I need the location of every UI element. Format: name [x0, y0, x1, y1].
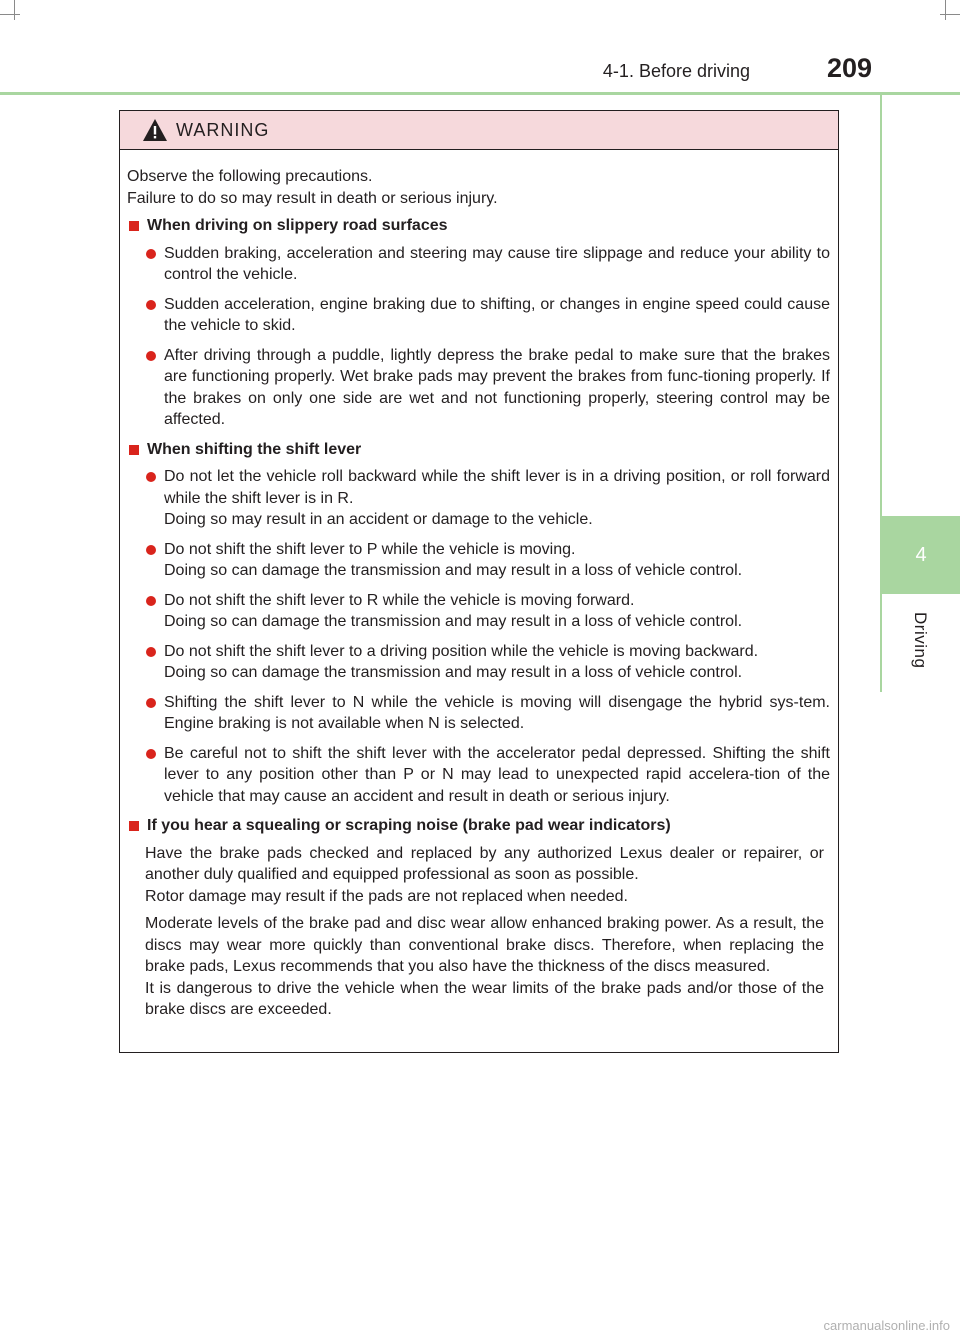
- warning-intro: [127, 166, 830, 209]
- list-item-text: Do not let the vehicle roll backward while the shift lever is in a driving position, or roll forward while the shift lever is in R.: [164, 468, 830, 507]
- warning-box: [119, 110, 839, 1053]
- side-rule: [880, 92, 882, 692]
- list-item-text: Doing so may result in an accident or damage to the vehicle.: [164, 511, 593, 528]
- section-heading-text: When driving on slippery road surfaces: [147, 217, 448, 234]
- list-item: [143, 243, 830, 286]
- round-bullet-icon: [146, 749, 156, 759]
- square-bullet-icon: [129, 445, 139, 455]
- chapter-label: Driving: [911, 612, 930, 669]
- section-heading-text: When shifting the shift lever: [147, 440, 362, 458]
- list-item-text: Sudden braking, acceleration and steering may cause tire slippage and reduce your ability to control the vehicle.: [164, 244, 830, 283]
- page-number: 209: [826, 53, 872, 83]
- list-item-text: Be careful not to shift the shift lever with the accelerator pedal depressed. Shifting the shift lever to any position other than P or N may lead to unexpected rapid accelera-tion of the vehicle that may cause an accident and result in death or serious injury.: [164, 744, 830, 805]
- intro-line: Failure to do so may result in death or serious injury.: [127, 189, 498, 207]
- section-heading: [127, 815, 830, 837]
- paragraph-text: Rotor damage may result if the pads are not replaced when needed.: [145, 887, 628, 905]
- list-item-text: Do not shift the shift lever to R while the vehicle is moving forward.: [164, 591, 635, 609]
- paragraph: [145, 843, 824, 908]
- paragraph-text: It is dangerous to drive the vehicle when the wear limits of the brake pads and/or those of the brake discs are exceeded.: [145, 979, 824, 1018]
- warning-header: [120, 111, 838, 150]
- round-bullet-icon: [146, 647, 156, 657]
- list-item: [143, 466, 830, 531]
- list-item: [143, 692, 830, 735]
- chapter-number: 4: [915, 543, 927, 566]
- list-item-text: Doing so can damage the transmission and may result in a loss of vehicle control.: [164, 664, 743, 681]
- list-item: [143, 345, 830, 431]
- list-item-text: Do not shift the shift lever to a driving position while the vehicle is moving backward.: [164, 642, 759, 660]
- list-item-text: Shifting the shift lever to N while the vehicle is moving will disengage the hybrid sys-tem. Engine braking is not available when N is selected.: [164, 693, 830, 732]
- page-header: [0, 0, 960, 96]
- list-item-text: Sudden acceleration, engine braking due to shifting, or changes in engine speed could cause the vehicle to skid.: [164, 295, 830, 334]
- warning-title: WARNING: [176, 119, 270, 140]
- list-item: [143, 743, 830, 808]
- square-bullet-icon: [129, 821, 139, 831]
- section-heading: [127, 215, 830, 237]
- chapter-tab: [882, 516, 960, 594]
- list-item-text: Doing so can damage the transmission and may result in a loss of vehicle control.: [164, 613, 743, 630]
- square-bullet-icon: [129, 221, 139, 231]
- section-heading: [127, 439, 830, 461]
- list-item-text: Do not shift the shift lever to P while the vehicle is moving.: [164, 540, 576, 558]
- paragraph: [145, 913, 824, 1021]
- round-bullet-icon: [146, 596, 156, 606]
- header-rule: [0, 92, 960, 95]
- warning-triangle-icon: [142, 118, 168, 142]
- warning-body: [120, 150, 838, 1021]
- round-bullet-icon: [146, 472, 156, 482]
- list-item: [143, 294, 830, 337]
- list-item: [143, 641, 830, 684]
- intro-line: Observe the following precautions.: [127, 168, 373, 185]
- paragraph-text: Moderate levels of the brake pad and disc wear allow enhanced braking power. As a result, the discs may wear more quickly than conventional brake discs. Therefore, when replacing the brake pads, Lexus recommends that you also have the thickness of the discs measured.: [145, 915, 824, 975]
- section-title: 4-1. Before driving: [602, 61, 750, 81]
- paragraph-text: Have the brake pads checked and replaced by any authorized Lexus dealer or repairer, or another duly qualified and equipped professional as soon as possible.: [145, 844, 824, 883]
- list-item-text: Doing so can damage the transmission and may result in a loss of vehicle control.: [164, 562, 743, 579]
- round-bullet-icon: [146, 351, 156, 361]
- list-item-text: After driving through a puddle, lightly depress the brake pedal to make sure that the brakes are functioning properly. Wet brake pads may prevent the brakes from func-tioning properly. If the brakes on only one side are wet and not functioning properly, steering control may be affected.: [164, 346, 830, 428]
- list-item: [143, 590, 830, 633]
- round-bullet-icon: [146, 249, 156, 259]
- section-heading-text: If you hear a squealing or scraping noise (brake pad wear indicators): [147, 817, 671, 834]
- round-bullet-icon: [146, 545, 156, 555]
- list-item: [143, 539, 830, 582]
- watermark: carmanualsonline.info: [823, 1318, 950, 1333]
- round-bullet-icon: [146, 300, 156, 310]
- round-bullet-icon: [146, 698, 156, 708]
